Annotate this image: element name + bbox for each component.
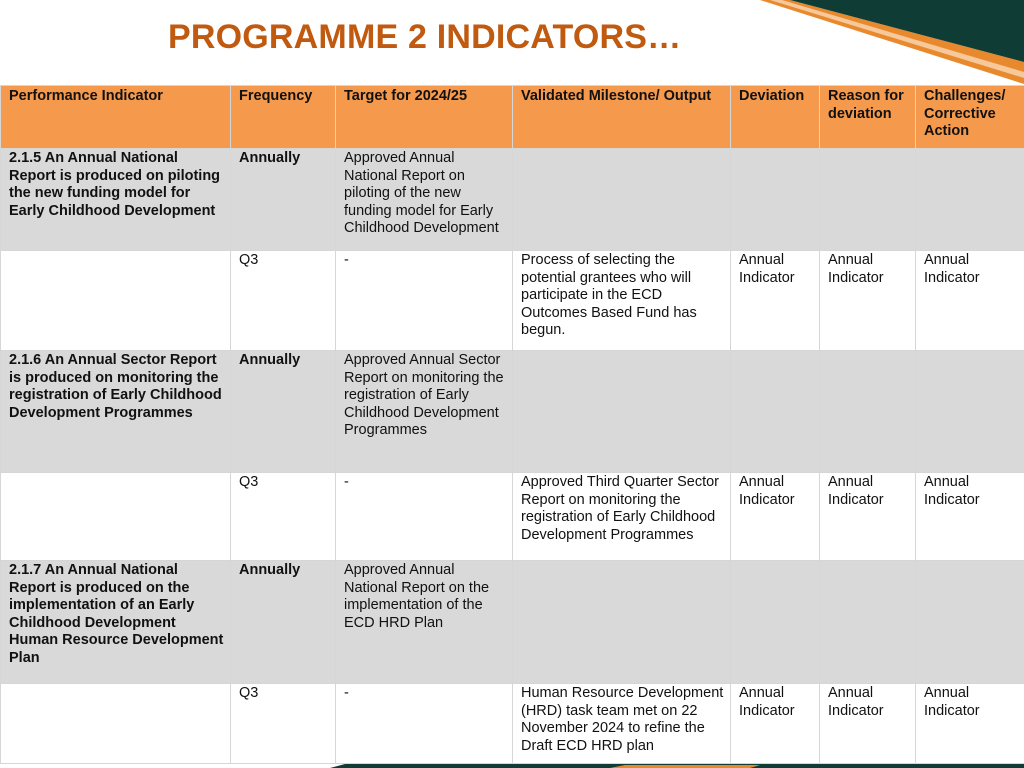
cell-frequency: Annually xyxy=(231,351,336,473)
cell-frequency: Q3 xyxy=(231,251,336,351)
table-row-indicator-2-1-6 xyxy=(1,351,1024,473)
cell-milestone xyxy=(513,561,731,684)
cell-milestone: Process of selecting the potential grantees who will participate in the ECD Outcomes Based Fund has begun. xyxy=(513,251,731,351)
cell-indicator xyxy=(1,251,231,351)
cell-deviation xyxy=(731,561,820,684)
top-right-light-strip xyxy=(770,0,1024,78)
col-header-frequency: Frequency xyxy=(231,86,336,149)
cell-deviation: Annual Indicator xyxy=(731,473,820,561)
cell-reason: Annual Indicator xyxy=(820,473,916,561)
slide-title: PROGRAMME 2 INDICATORS… xyxy=(168,18,682,56)
cell-challenges: Annual Indicator xyxy=(916,251,1024,351)
cell-indicator xyxy=(1,473,231,561)
table-row-q3-2-1-5 xyxy=(1,251,1024,351)
col-header-challenges: Challenges/ Corrective Action xyxy=(916,86,1024,149)
cell-milestone xyxy=(513,149,731,251)
cell-reason xyxy=(820,149,916,251)
cell-target: Approved Annual Sector Report on monitoring the registration of Early Childhood Development Programmes xyxy=(336,351,513,473)
cell-challenges xyxy=(916,351,1024,473)
cell-target: - xyxy=(336,473,513,561)
indicators-table xyxy=(0,85,1024,764)
cell-challenges: Annual Indicator xyxy=(916,473,1024,561)
cell-frequency: Q3 xyxy=(231,473,336,561)
cell-deviation: Annual Indicator xyxy=(731,684,820,764)
table-row-indicator-2-1-5 xyxy=(1,149,1024,251)
cell-indicator: 2.1.5 An Annual National Report is produced on piloting the new funding model for Early Childhood Development xyxy=(1,149,231,251)
cell-reason xyxy=(820,351,916,473)
cell-reason: Annual Indicator xyxy=(820,684,916,764)
cell-milestone: Human Resource Development (HRD) task team met on 22 November 2024 to refine the Draft ECD HRD plan xyxy=(513,684,731,764)
table-row-q3-2-1-6 xyxy=(1,473,1024,561)
top-right-orange-swoosh xyxy=(760,0,1024,84)
table-header-row xyxy=(1,86,1024,149)
cell-challenges xyxy=(916,561,1024,684)
cell-milestone xyxy=(513,351,731,473)
cell-target: Approved Annual National Report on the implementation of the ECD HRD Plan xyxy=(336,561,513,684)
col-header-reason-for-deviation: Reason for deviation xyxy=(820,86,916,149)
cell-target: - xyxy=(336,251,513,351)
col-header-validated-milestone: Validated Milestone/ Output xyxy=(513,86,731,149)
cell-indicator: 2.1.7 An Annual National Report is produced on the implementation of an Early Childhood Development Human Resource Development Plan xyxy=(1,561,231,684)
cell-deviation xyxy=(731,149,820,251)
col-header-performance-indicator: Performance Indicator xyxy=(1,86,231,149)
col-header-target: Target for 2024/25 xyxy=(336,86,513,149)
cell-reason: Annual Indicator xyxy=(820,251,916,351)
table-row-q3-2-1-7 xyxy=(1,684,1024,764)
cell-target: Approved Annual National Report on piloting of the new funding model for Early Childhood Development xyxy=(336,149,513,251)
cell-frequency: Annually xyxy=(231,561,336,684)
cell-frequency: Annually xyxy=(231,149,336,251)
cell-reason xyxy=(820,561,916,684)
cell-challenges: Annual Indicator xyxy=(916,684,1024,764)
cell-frequency: Q3 xyxy=(231,684,336,764)
cell-indicator: 2.1.6 An Annual Sector Report is produced on monitoring the registration of Early Childhood Development Programmes xyxy=(1,351,231,473)
cell-deviation xyxy=(731,351,820,473)
table-row-indicator-2-1-7 xyxy=(1,561,1024,684)
cell-milestone: Approved Third Quarter Sector Report on monitoring the registration of Early Childhood Development Programmes xyxy=(513,473,731,561)
cell-target: - xyxy=(336,684,513,764)
cell-challenges xyxy=(916,149,1024,251)
top-right-green-corner xyxy=(790,0,1024,62)
col-header-deviation: Deviation xyxy=(731,86,820,149)
cell-deviation: Annual Indicator xyxy=(731,251,820,351)
bottom-green-band xyxy=(330,764,1024,768)
cell-indicator xyxy=(1,684,231,764)
